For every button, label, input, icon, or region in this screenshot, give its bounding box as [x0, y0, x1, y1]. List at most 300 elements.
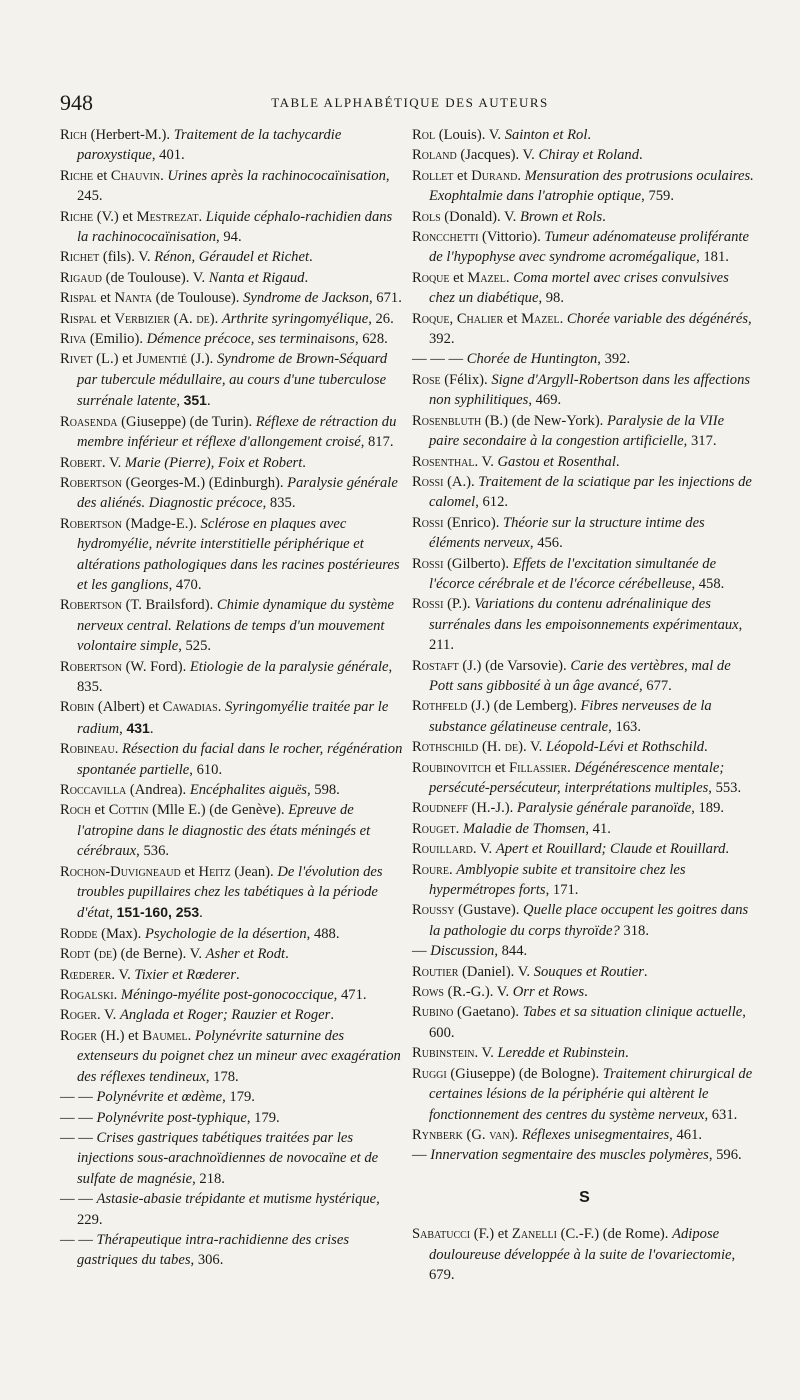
entry-text: (H.-J.).: [467, 800, 517, 817]
article-title: Etiologie de la paralysie générale: [189, 658, 389, 675]
author-name: Roubinovitch: [412, 759, 492, 776]
left-column: [60, 125, 405, 1271]
running-head: TABLE ALPHABÉTIQUE DES AUTEURS: [271, 95, 549, 110]
page-ref: , 536.: [136, 843, 170, 860]
index-entry: [60, 349, 405, 411]
article-title: Polynévrite saturnine des extenseurs du poignet chez un mineur avec exagération des réflexes tendineux: [77, 1027, 401, 1085]
article-title: Tumeur adénomateuse proliférante de l'hypophyse avec syndrome acromégalique: [429, 229, 749, 266]
author-name: Rol: [412, 127, 436, 143]
article-title: Sclérose en plaques avec hydromyélie, névrite interstitielle périphérique et altérations pathologiques dans les racines postérieures et les ganglions: [77, 515, 400, 593]
page-ref: , 817.: [360, 434, 394, 451]
page-ref: , 458.: [691, 575, 725, 592]
index-entry: [412, 207, 757, 227]
article-title: Chorée de Huntington: [466, 351, 598, 368]
page-ref: , 179.: [222, 1089, 255, 1106]
author-name: Rouget: [412, 820, 456, 837]
index-entry: [60, 595, 405, 656]
page-ref: 318.: [619, 922, 649, 939]
article-title: Tabes et sa situation clinique actuelle: [522, 1004, 743, 1021]
page-ref: .: [625, 1045, 629, 1062]
author-name: Zanelli: [511, 1226, 557, 1243]
page-ref: , 461.: [669, 1126, 703, 1143]
entry-text: (Gustave).: [454, 902, 524, 919]
article-title: Innervation segmentaire des muscles polymères: [430, 1147, 709, 1164]
author-name: Roland: [412, 147, 457, 164]
author-name: Robertson: [60, 597, 122, 614]
entry-text: et: [90, 802, 109, 819]
index-entry: [412, 166, 757, 207]
author-name: Heitz: [198, 863, 231, 880]
index-entry: [412, 513, 757, 554]
page-ref: , 401.: [151, 147, 185, 164]
author-name: Mazel: [467, 269, 506, 286]
entry-text: — —: [60, 1191, 97, 1208]
article-title: Traitement de la tachycardie paroxystique: [77, 127, 342, 164]
article-title: Apert et Rouillard; Claude et Rouillard: [495, 841, 726, 858]
author-name: Roque: [412, 269, 450, 286]
entry-text: (P.).: [443, 596, 475, 613]
page-ref: , 469.: [528, 392, 562, 409]
index-entry: [412, 1043, 757, 1063]
index-entry: [60, 247, 405, 267]
page-ref: , 98.: [538, 290, 564, 307]
article-title: Démence précoce, ses terminaisons: [146, 331, 355, 348]
page-ref: .: [206, 393, 211, 410]
author-name: Jumentié: [136, 351, 187, 368]
entry-text: (A.).: [443, 473, 479, 490]
author-name: Rossi: [412, 555, 444, 572]
article-title: Polynévrite et œdème: [96, 1089, 223, 1106]
author-name: Rossi: [412, 473, 444, 490]
page-ref: , 628.: [354, 331, 388, 348]
index-entry: [412, 1145, 757, 1165]
index-entry: [412, 594, 757, 655]
page-number: 948: [60, 90, 93, 115]
index-entry: [60, 1128, 405, 1189]
entry-text: et: [180, 863, 199, 880]
author-name: Rivet: [60, 351, 93, 368]
page-ref: .: [309, 249, 313, 266]
author-name: Rouillard: [412, 841, 473, 858]
article-title: Liquide céphalo-rachidien dans la rachinococaïnisation: [77, 208, 393, 246]
entry-text: (B.) (de New-York).: [481, 412, 607, 429]
page-ref: , 245.: [77, 167, 390, 205]
author-name: Robineau: [60, 741, 115, 758]
index-entry: [60, 780, 405, 800]
entry-text: — —: [60, 1129, 97, 1146]
author-name: Rosenbluth: [412, 412, 482, 429]
entry-text: . V.: [472, 841, 496, 858]
page-ref-bold: 431: [126, 719, 150, 736]
page-ref: .: [639, 147, 643, 164]
page-ref: ,: [109, 905, 117, 922]
page-ref: , 610.: [189, 761, 223, 778]
author-name: Routier: [412, 963, 459, 980]
author-name: de: [196, 310, 210, 327]
article-title: Traitement de la sciatique par les injections de calomel: [429, 473, 752, 511]
article-title: Encéphalites aiguës: [189, 782, 307, 798]
entry-text: (T. Brailsford).: [121, 597, 217, 614]
index-entry: [60, 924, 405, 944]
page-ref: , 844.: [494, 943, 528, 960]
author-name: Rols: [412, 208, 441, 225]
entry-text: (V.) et: [93, 208, 137, 225]
index-entry: [412, 1224, 757, 1285]
entry-text: (Jean).: [230, 863, 278, 880]
author-name: Rosenthal: [412, 453, 475, 470]
author-name: Robertson: [60, 474, 122, 491]
page-ref: , 178.: [205, 1068, 239, 1085]
article-title: Epreuve de l'atropine dans le diagnostic des états méningés et cérébraux: [77, 802, 371, 860]
entry-text: .: [567, 759, 575, 776]
author-name: Robertson: [60, 515, 122, 532]
page-ref: ,: [176, 393, 184, 410]
entry-text: et: [491, 759, 510, 776]
author-name: Chalier: [456, 310, 504, 327]
article-title: Asher et Rodt: [205, 946, 286, 963]
article-title: Orr et Rows: [512, 984, 585, 1001]
entry-text: —: [412, 1147, 431, 1164]
entry-text: .: [517, 167, 525, 184]
page-ref: , 677.: [638, 677, 672, 694]
entry-text: (fils). V.: [99, 249, 155, 266]
page-ref: .: [149, 720, 154, 737]
page-ref: , 211.: [429, 616, 743, 654]
index-entry: [60, 207, 405, 248]
entry-text: ) (de Berne). V.: [112, 946, 206, 963]
article-title: Chimie dynamique du système nerveux central. Relations de temps d'un mouvement volontaire simple: [77, 597, 395, 655]
author-name: Richet: [60, 249, 100, 266]
page-ref: .: [615, 453, 620, 470]
author-name: Rubino: [412, 1004, 454, 1021]
entry-text: (H.) et: [96, 1027, 143, 1044]
page-ref: , 392.: [429, 310, 752, 348]
page-ref: , 171.: [545, 882, 579, 899]
index-entry: [412, 125, 757, 145]
author-name: Roudneff: [412, 800, 468, 817]
index-entry: [60, 965, 405, 985]
entry-text: et: [96, 290, 115, 307]
entry-text: (F.) et: [470, 1226, 512, 1243]
entry-text: (A.: [170, 310, 197, 327]
entry-text: .: [187, 1027, 195, 1044]
index-entry: [60, 657, 405, 698]
page-ref: , 488.: [306, 925, 340, 942]
entry-text: et: [453, 167, 472, 184]
page-ref: .: [304, 269, 309, 286]
article-title: Rénon, Géraudel et Richet: [154, 249, 310, 266]
entry-text: (de Toulouse). V.: [101, 269, 209, 286]
entry-text: (Jacques). V.: [456, 147, 539, 164]
index-entry: [60, 944, 405, 964]
author-name: Verbizier: [114, 310, 170, 327]
author-name: Fillassier: [509, 759, 568, 776]
author-name: Roure: [412, 861, 449, 878]
article-title: Crises gastriques tabétiques traitées par les injections sous-arachnoïdiennes de novocaïne et de sulfate de magnésie: [77, 1129, 379, 1187]
entry-text: — —: [60, 1109, 97, 1126]
article-title: Psychologie de la désertion: [144, 925, 307, 942]
author-name: Roncchetti: [412, 229, 479, 246]
page-ref: , 181.: [696, 249, 729, 266]
article-title: Chiray et Roland: [538, 147, 640, 164]
page-ref: , 392.: [597, 351, 631, 368]
right-column-entries: [412, 125, 757, 1166]
author-name: Rœderer: [60, 966, 112, 983]
entry-text: (Louis). V.: [435, 127, 505, 143]
page-ref: .: [330, 1007, 334, 1024]
author-name: Riche: [60, 208, 94, 225]
article-title: Méningo-myélite post-gonococcique: [120, 987, 334, 1004]
entry-text: .: [455, 820, 463, 837]
index-entry: [60, 329, 405, 349]
entry-text: —: [412, 943, 431, 960]
page-ref: , 631.: [704, 1106, 738, 1123]
entry-text: . V.: [101, 454, 125, 471]
page-ref: ,: [119, 720, 127, 737]
page-ref: , 94.: [216, 229, 242, 246]
entry-text: (Enrico).: [443, 514, 503, 531]
article-title: Polynévrite post-typhique: [96, 1109, 247, 1126]
index-entry: [412, 1064, 757, 1125]
author-name: van: [489, 1126, 510, 1143]
author-name: Robert: [60, 454, 102, 471]
entry-text: (Madge-E.).: [121, 515, 201, 532]
article-title: Coma mortel avec crises convulsives chez un diabétique: [429, 269, 729, 307]
article-title: Paralysie générale des aliénés. Diagnostic précoce: [77, 474, 398, 512]
index-entry: [60, 453, 405, 473]
page-ref: , 41.: [585, 820, 611, 837]
page-ref: .: [584, 984, 588, 1001]
entry-text: (Giuseppe) (de Bologne).: [446, 1065, 603, 1082]
author-name: Rodt: [60, 946, 91, 963]
author-name: Rose: [412, 371, 441, 388]
author-name: Rispal: [60, 310, 97, 327]
article-title: Résection du facial dans le rocher, régénération spontanée partielle: [77, 741, 403, 778]
index-entry: [60, 1087, 405, 1107]
entry-text: (Albert) et: [94, 699, 163, 716]
index-entry: [60, 309, 405, 329]
index-entry: [412, 554, 757, 595]
entry-text: .: [198, 208, 206, 225]
article-title: Carie des vertèbres, mal de Pott sans gibbosité à un âge avancé: [429, 657, 731, 694]
article-title: Anglada et Roger; Rauzier et Roger: [119, 1007, 331, 1024]
entry-text: et: [503, 310, 522, 327]
article-title: Urines après la rachinococaïnisation: [167, 167, 386, 184]
page-ref: , 189.: [691, 800, 725, 817]
article-title: Gastou et Rosenthal: [497, 453, 616, 470]
index-entry: [412, 900, 757, 941]
entry-text: ).: [509, 1126, 522, 1143]
index-entry: [60, 166, 405, 207]
page-ref: .: [285, 946, 289, 963]
entry-text: . V.: [96, 1007, 120, 1024]
author-name: Roussy: [412, 902, 455, 919]
article-title: Signe d'Argyll-Robertson dans les affections non syphilitiques: [429, 371, 751, 409]
entry-text: (W. Ford).: [121, 658, 190, 675]
article-title: Fibres nerveuses de la substance gélatineuse centrale: [429, 698, 712, 735]
author-name: Rich: [60, 127, 87, 143]
page-ref: .: [602, 208, 606, 225]
page-ref: , 612.: [475, 494, 509, 511]
index-entry: [60, 985, 405, 1005]
author-name: Robertson: [60, 658, 122, 675]
article-title: Paralysie de la VIIe paire secondaire à la congestion artificielle: [429, 412, 725, 450]
entry-text: .: [559, 310, 567, 327]
entry-text: .: [505, 269, 514, 286]
index-entry: [412, 268, 757, 309]
index-entry: [60, 268, 405, 288]
index-entry: [60, 1189, 405, 1230]
page-header: [60, 90, 760, 120]
section-letter-s: S: [579, 1188, 590, 1206]
author-name: Rows: [412, 984, 444, 1001]
author-name: Ruggi: [412, 1065, 447, 1082]
author-name: Cawadias: [162, 699, 218, 716]
author-name: Chauvin: [110, 167, 161, 184]
article-title: Arthrite syringomyélique: [221, 310, 369, 327]
entry-text: (Emilio).: [86, 331, 147, 348]
entry-text: .: [448, 861, 457, 878]
index-entry: [60, 1026, 405, 1087]
index-entry: [60, 800, 405, 861]
page-ref-bold: 151-160, 253: [116, 904, 200, 921]
author-name: Rossi: [412, 514, 444, 531]
author-name: Roger: [60, 1027, 97, 1044]
page-ref: , 317.: [683, 433, 717, 450]
page-ref: .: [643, 963, 648, 980]
author-name: Roch: [60, 802, 91, 819]
entry-text: — — —: [412, 351, 467, 368]
entry-text: ). V.: [518, 739, 546, 756]
entry-text: (Max).: [97, 925, 145, 942]
index-entry: [412, 798, 757, 818]
author-name: Roger: [60, 1007, 97, 1024]
page-ref: , 26.: [368, 310, 394, 327]
entry-text: — —: [60, 1231, 97, 1248]
article-title: Astasie-abasie trépidante et mutisme hystérique: [96, 1191, 377, 1208]
article-title: Théorie sur la structure intime des éléments nerveux: [429, 514, 705, 552]
article-title: Leredde et Rubinstein: [497, 1045, 626, 1062]
article-title: Souques et Routier: [533, 963, 644, 980]
author-name: Rothschild: [412, 739, 479, 756]
page-ref: , 179.: [246, 1109, 280, 1126]
index-entry: [412, 145, 757, 165]
index-entry: [412, 696, 757, 737]
entry-text: (Vittorio).: [478, 229, 545, 246]
author-name: Cottin: [108, 802, 149, 819]
entry-text: (R.-G.). V.: [443, 984, 513, 1001]
index-entry: [412, 962, 757, 982]
index-entry: [412, 737, 757, 757]
page-ref: , 600.: [429, 1004, 746, 1041]
article-title: Effets de l'excitation simultanée de l'écorce cérébrale et de l'écorce cérébelleuse: [429, 555, 717, 592]
entry-text: (Georges-M.) (Edinburgh).: [121, 474, 288, 491]
author-name: Durand: [471, 167, 518, 184]
article-title: Traitement chirurgical de certaines lésions de la périphérie qui altèrent le fonctionnement des centres du système nerveux: [429, 1065, 753, 1123]
page-ref: , 163.: [608, 718, 641, 735]
index-entry: [412, 941, 757, 961]
index-entry: [60, 697, 405, 739]
page-ref: , 306.: [190, 1252, 224, 1269]
entry-text: .: [114, 741, 123, 758]
entry-text: et: [449, 269, 468, 286]
article-title: Variations du contenu adrénalinique des surrénales dans les empoisonnements expérimentaux: [429, 596, 739, 633]
index-entry: [60, 288, 405, 308]
page-ref: .: [704, 739, 708, 756]
article-title: Mensuration des protrusions oculaires. Exophtalmie dans l'atrophie optique: [429, 167, 754, 205]
page-ref: , 471.: [333, 987, 367, 1004]
entry-text: (Giuseppe) (de Turin).: [117, 413, 256, 430]
article-title: De l'évolution des troubles pupillaires chez les tabétiques à la période d'état: [77, 863, 383, 922]
index-entry: [412, 411, 757, 452]
article-title: Syringomyélie traitée par le radium: [77, 699, 389, 737]
entry-text: (Gilberto).: [443, 555, 513, 572]
entry-text: (Herbert-M.).: [86, 127, 174, 143]
article-title: Réflexe de rétraction du membre inférieur et réflexe d'allongement croisé: [77, 413, 397, 451]
author-name: Nanta: [114, 290, 152, 307]
page-ref-bold: 351: [183, 392, 207, 409]
index-entry: [60, 473, 405, 514]
author-name: Baumel: [142, 1027, 188, 1044]
entry-text: (C.-F.) (de Rome).: [556, 1226, 673, 1243]
entry-text: — —: [60, 1089, 97, 1106]
entry-text: (H.: [478, 739, 505, 756]
author-name: Rostafт: [412, 657, 459, 674]
page-ref: , 759.: [641, 188, 674, 205]
author-name: de: [504, 739, 519, 756]
author-name: Rochon-Duvigneaud: [60, 863, 181, 880]
entry-text: (Mlle E.) (de Genève).: [148, 802, 289, 819]
author-name: Robin: [60, 699, 95, 716]
article-title: Paralysie générale paranoïde: [516, 800, 692, 817]
page-ref: .: [236, 966, 240, 983]
page-ref: , 456.: [529, 535, 563, 552]
entry-text: (Daniel). V.: [458, 963, 534, 980]
article-title: Syndrome de Jackson: [243, 290, 369, 307]
page-ref: .: [587, 127, 592, 143]
article-title: Amblyopie subite et transitoire chez les hypermétropes forts: [429, 861, 686, 899]
article-title: Sainton et Rol: [504, 127, 588, 143]
right-column: [412, 125, 757, 1285]
index-entry: [60, 514, 405, 596]
article-title: Tixier et Rœderer: [134, 966, 237, 983]
index-entry: [60, 739, 405, 780]
article-title: Thérapeutique intra-rachidienne des crises gastriques du tabes: [77, 1231, 349, 1269]
index-entry: [60, 412, 405, 453]
article-title: Maladie de Thomsen: [462, 820, 586, 837]
entry-text: .: [160, 167, 168, 184]
page-ref: .: [199, 905, 203, 922]
article-title: Dégénérescence mentale; persécuté-persécuteur, interprétations multiples: [429, 759, 725, 796]
author-name: Rothfeld: [412, 698, 468, 715]
entry-text: ,: [449, 310, 457, 327]
page-ref: , 671.: [369, 290, 402, 307]
section-s-entries: [412, 1224, 757, 1285]
entry-text: (Donald). V.: [440, 208, 520, 225]
index-entry: [412, 452, 757, 472]
index-entry: [60, 1108, 405, 1128]
author-name: Riva: [60, 331, 87, 348]
entry-text: (G.: [462, 1126, 490, 1143]
entry-text: (J.) (de Varsovie).: [458, 657, 571, 674]
index-entry: [412, 472, 757, 513]
author-name: Roque: [412, 310, 450, 327]
index-entry: [412, 982, 757, 1002]
article-title: Adipose douloureuse développée à la suite de l'ovariectomie: [429, 1226, 732, 1263]
entry-text: . V.: [111, 966, 135, 983]
author-name: Rispal: [60, 290, 97, 307]
entry-text: .: [217, 699, 226, 716]
